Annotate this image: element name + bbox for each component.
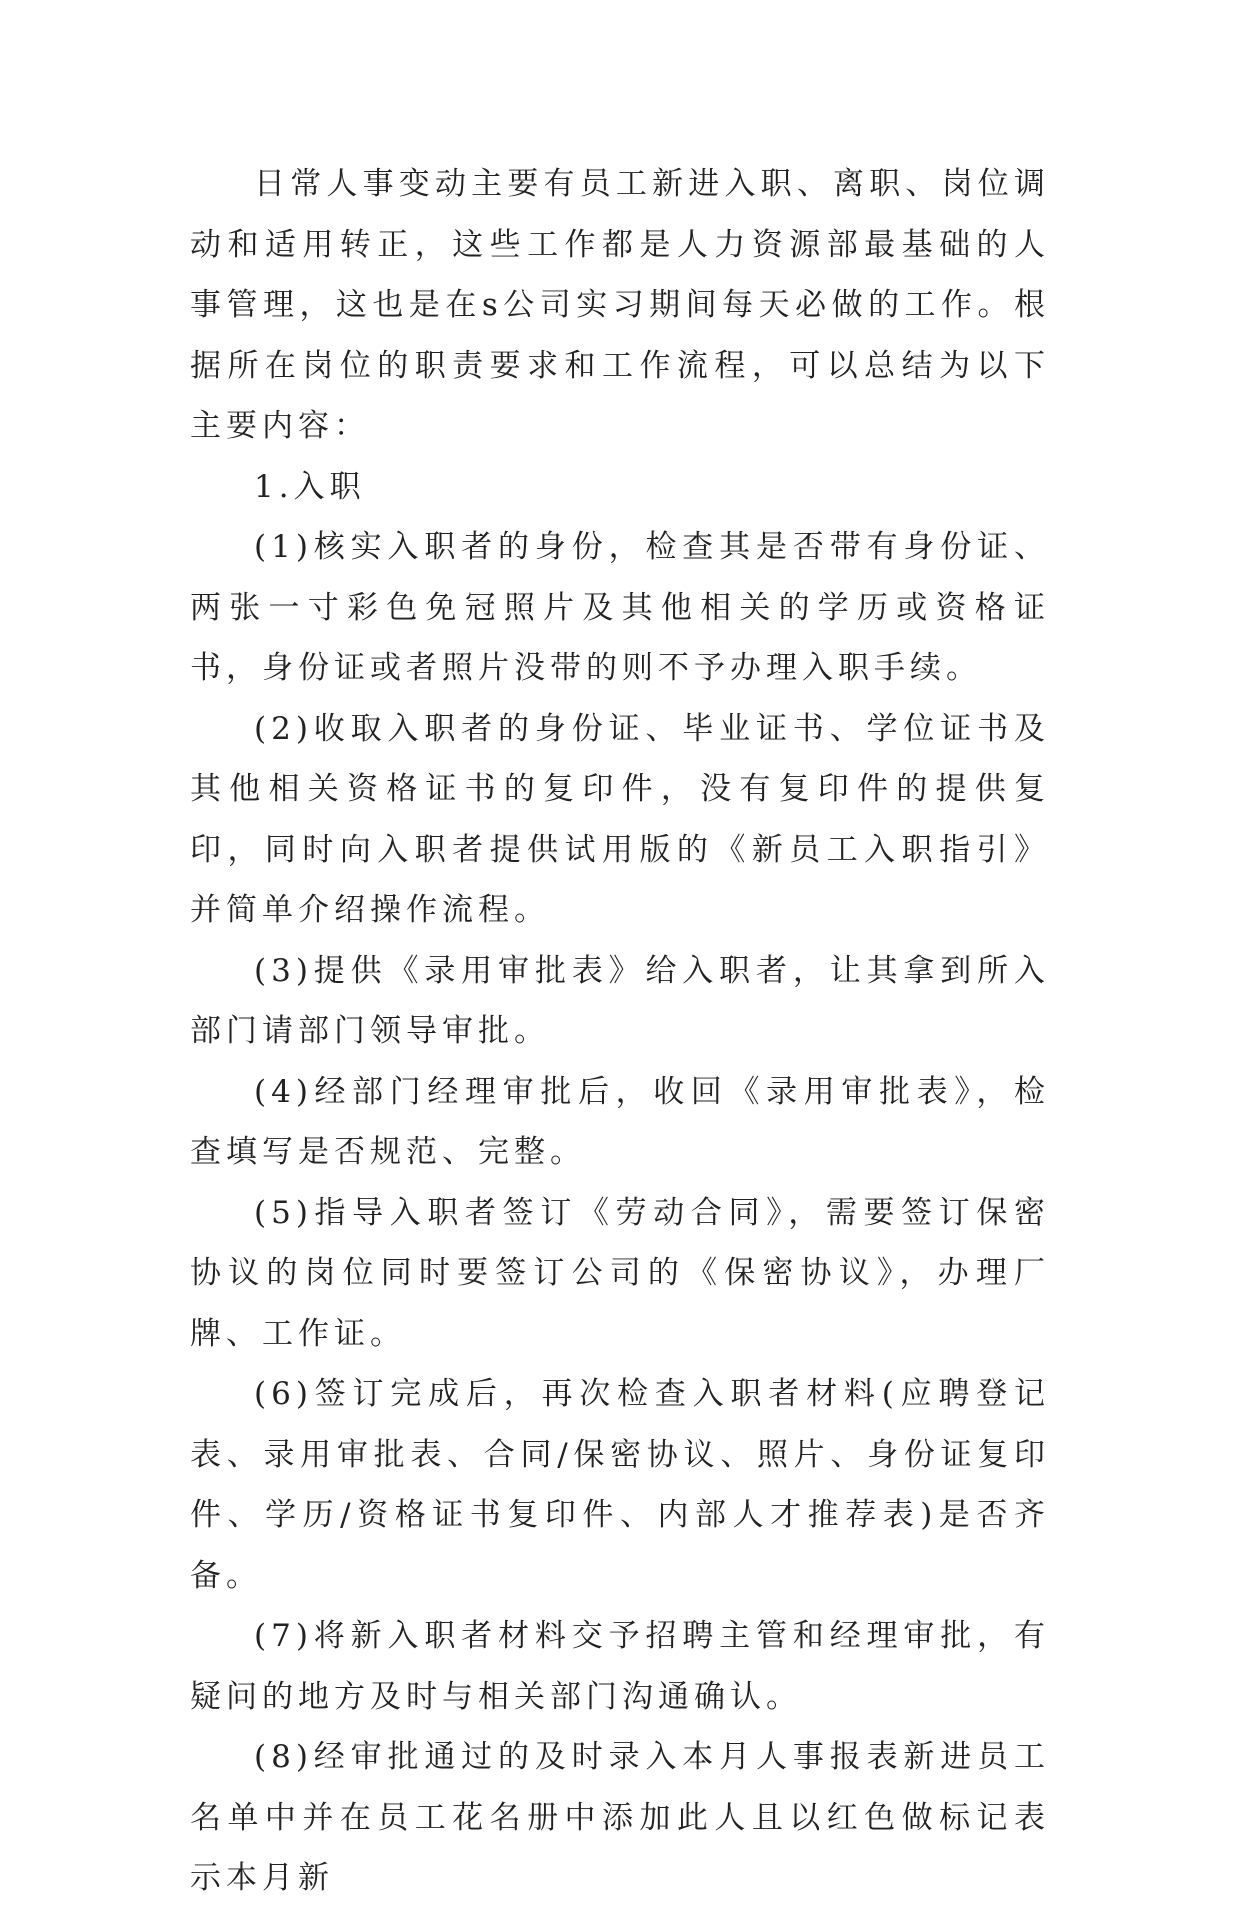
paragraph-step-7: (7)将新入职者材料交予招聘主管和经理审批，有疑问的地方及时与相关部门沟通确认。 <box>190 1618 1050 1715</box>
paragraph-step-5: (5)指导入职者签订《劳动合同》，需要签订保密协议的岗位同时要签订公司的《保密协议》，办理厂牌、工作证。 <box>190 1194 1050 1352</box>
paragraph-step-6: (6)签订完成后，再次检查入职者材料(应聘登记表、录用审批表、合同/保密协议、照片、身份证复印件、学历/资格证书复印件、内部人才推荐表)是否齐备。 <box>190 1376 1050 1594</box>
paragraph-intro: 日常人事变动主要有员工新进入职、离职、岗位调动和适用转正，这些工作都是人力资源部最基础的人事管理，这也是在s公司实习期间每天必做的工作。根据所在岗位的职责要求和工作流程，可以总结为以下主要内容： <box>190 166 1050 444</box>
section-heading-onboarding: 1.入职 <box>254 468 366 505</box>
document-body <box>190 154 1050 1909</box>
paragraph-step-4: (4)经部门经理审批后，收回《录用审批表》，检查填写是否规范、完整。 <box>190 1073 1050 1170</box>
paragraph-step-1: (1)核实入职者的身份，检查其是否带有身份证、两张一寸彩色免冠照片及其他相关的学历或资格证书，身份证或者照片没带的则不予办理入职手续。 <box>190 529 1050 686</box>
paragraph-step-2: (2)收取入职者的身份证、毕业证书、学位证书及其他相关资格证书的复印件，没有复印件的提供复印，同时向入职者提供试用版的《新员工入职指引》并简单介绍操作流程。 <box>190 710 1050 928</box>
paragraph-step-8: (8)经审批通过的及时录入本月人事报表新进员工名单中并在员工花名册中添加此人且以红色做标记表示本月新 <box>190 1739 1050 1896</box>
paragraph-step-3: (3)提供《录用审批表》给入职者，让其拿到所入部门请部门领导审批。 <box>190 952 1050 1049</box>
